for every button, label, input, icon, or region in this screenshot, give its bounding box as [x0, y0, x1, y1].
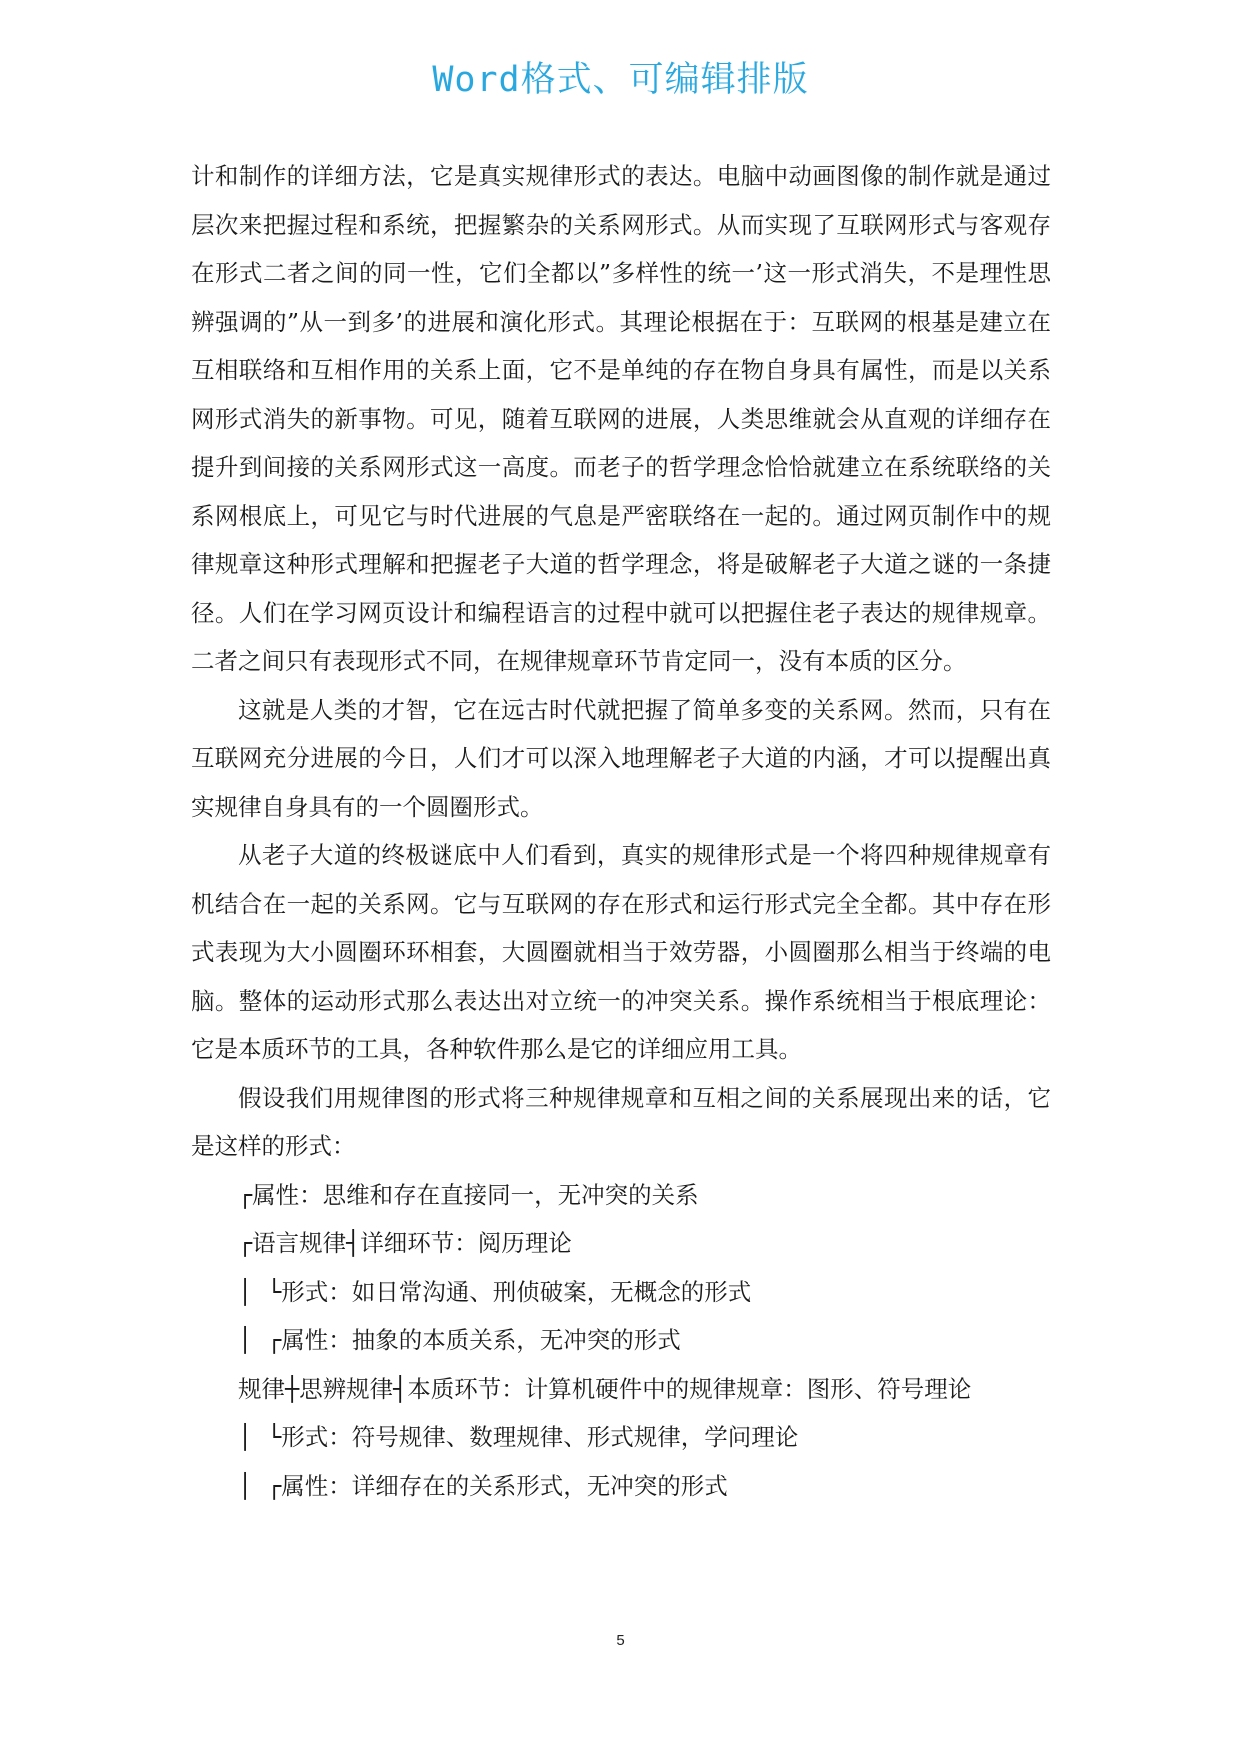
paragraph-4: 假设我们用规律图的形式将三种规律规章和互相之间的关系展现出来的话，它是这样的形式：	[191, 1083, 1051, 1160]
tree-line-4: │ ┌属性：抽象的本质关系，无冲突的形式	[238, 1326, 681, 1354]
page-number: 5	[616, 1632, 625, 1649]
tree-line-3: │ └形式：如日常沟通、刑侦破案，无概念的形式	[238, 1277, 752, 1306]
page-header-title: Word格式、可编辑排版	[432, 60, 809, 100]
logic-tree-diagram	[191, 1171, 1051, 1511]
paragraph-3: 从老子大道的终极谜底中人们看到，真实的规律形式是一个将四种规律规章有机结合在一起的关系网。它与互联网的存在形式和运行形式完全全都。其中存在形式表现为大小圆圈环环相套，大圆圈就相当于效劳器，小圆圈那么相当于终端的电脑。整体的运动形式那么表达出对立统一的冲突关系。操作系统相当于根底理论：它是本质环节的工具，各种软件那么是它的详细应用工具。	[191, 841, 1051, 1063]
tree-line-1: ┌属性：思维和存在直接同一，无冲突的关系	[238, 1180, 699, 1209]
tree-line-2: ┌语言规律┤详细环节：阅历理论	[238, 1229, 572, 1257]
tree-line-7: │ ┌属性：详细存在的关系形式，无冲突的形式	[238, 1471, 728, 1500]
document-body	[191, 152, 1051, 1510]
paragraph-2: 这就是人类的才智，它在远古时代就把握了简单多变的关系网。然而，只有在互联网充分进展的今日，人们才可以深入地理解老子大道的内涵，才可以提醒出真实规律自身具有的一个圆圈形式。	[191, 695, 1051, 821]
tree-line-5: 规律┼思辨规律┤本质环节：计算机硬件中的规律规章：图形、符号理论	[238, 1374, 972, 1403]
paragraph-1: 计和制作的详细方法，它是真实规律形式的表达。电脑中动画图像的制作就是通过层次来把握过程和系统，把握繁杂的关系网形式。从而实现了互联网形式与客观存在形式二者之间的同一性，它们全都以”多样性的统一’这一形式消失，不是理性思辨强调的”从一到多’的进展和演化形式。其理论根据在于：互联网的根基是建立在互相联络和互相作用的关系上面，它不是单纯的存在物自身具有属性，而是以关系网形式消失的新事物。可见，随着互联网的进展，人类思维就会从直观的详细存在提升到间接的关系网形式这一高度。而老子的哲学理念恰恰就建立在系统联络的关系网根底上，可见它与时代进展的气息是严密联络在一起的。通过网页制作中的规律规章这种形式理解和把握老子大道的哲学理念，将是破解老子大道之谜的一条捷径。人们在学习网页设计和编程语言的过程中就可以把握住老子表达的规律规章。二者之间只有表现形式不同，在规律规章环节肯定同一，没有本质的区分。	[191, 162, 1051, 675]
tree-line-6: │ └形式：符号规律、数理规律、形式规律，学问理论	[238, 1423, 799, 1451]
